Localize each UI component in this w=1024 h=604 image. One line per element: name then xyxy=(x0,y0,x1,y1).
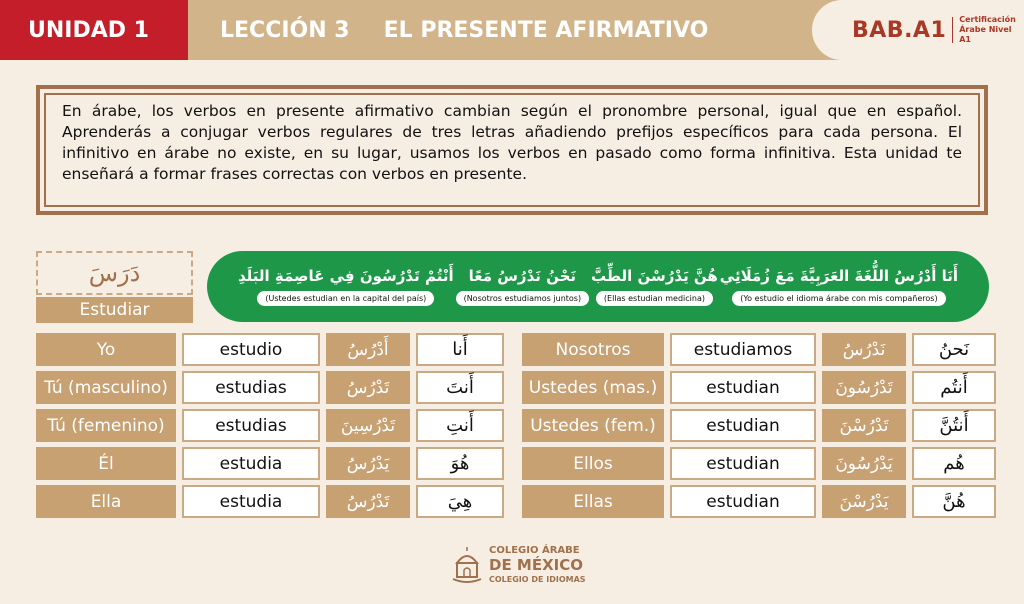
pronoun-arabic: هُم xyxy=(912,447,996,480)
pronoun-spanish: Tú (femenino) xyxy=(36,409,176,442)
pronoun-spanish: Ella xyxy=(36,485,176,518)
pronoun-spanish: Ellos xyxy=(522,447,664,480)
footer-logo xyxy=(451,543,591,587)
certification-text xyxy=(959,15,1024,45)
example-arabic: هُنَّ يَدْرُسْنَ الطِّبَّ xyxy=(591,267,718,285)
verb-spanish: estudio xyxy=(182,333,320,366)
footer-line-2: DE MÉXICO xyxy=(489,555,583,574)
verb-spanish: estudia xyxy=(182,485,320,518)
verb-arabic-conjugated: تَدْرُسِينَ xyxy=(326,409,410,442)
cert-line-1: Certificación xyxy=(959,15,1016,24)
lesson-label: LECCIÓN 3 xyxy=(220,17,350,43)
plural-conjugation-table xyxy=(522,333,996,518)
pronoun-arabic: هُوَ xyxy=(416,447,504,480)
pronoun-arabic: هُنَّ xyxy=(912,485,996,518)
verb-spanish: estudian xyxy=(670,409,816,442)
pronoun-arabic: أَنتِ xyxy=(416,409,504,442)
page-title: EL PRESENTE AFIRMATIVO xyxy=(383,17,709,43)
cert-line-2: Árabe Nivel A1 xyxy=(959,25,1012,44)
example-arabic: نَحْنُ نَدْرُسُ مَعًا xyxy=(468,267,577,285)
example-sentence xyxy=(720,267,958,306)
pronoun-spanish: Ustedes (fem.) xyxy=(522,409,664,442)
verb-arabic-conjugated: يَدْرُسُونَ xyxy=(822,447,906,480)
pronoun-spanish: Nosotros xyxy=(522,333,664,366)
unit-label: UNIDAD 1 xyxy=(0,0,188,60)
example-translation: (Yo estudio el idioma árabe con mis compañeros) xyxy=(732,291,945,306)
brand-name: BAB.A1 xyxy=(852,17,947,43)
singular-conjugation-table xyxy=(36,333,504,518)
pronoun-spanish: Ustedes (mas.) xyxy=(522,371,664,404)
example-translation: (Ustedes estudian en la capital del país) xyxy=(257,291,434,306)
example-arabic: أَنْتُمْ تَدْرُسُونَ فِي عَاصِمَةِ البَلَدِ xyxy=(237,267,454,285)
verb-spanish: estudias xyxy=(182,371,320,404)
verb-arabic: دَرَسَ xyxy=(36,251,193,295)
intro-text: En árabe, los verbos en presente afirmativo cambian según el pronombre personal, igual que en español. Aprenderás a conjugar verbos regulares de tres letras añadiendo prefijos específicos para cada persona. El infinitivo en árabe no existe, en su lugar, usamos los verbos en pasado como forma infinitiva. Esta unidad te enseñará a formar frases correctas con verbos en presente. xyxy=(62,102,962,183)
verb-spanish: estudias xyxy=(182,409,320,442)
pronoun-arabic: نَحنُ xyxy=(912,333,996,366)
verb-arabic-conjugated: أَدْرُسُ xyxy=(326,333,410,366)
example-sentence xyxy=(238,267,454,306)
example-translation: (Ellas estudian medicina) xyxy=(596,291,713,306)
verb-arabic-conjugated: يَدْرُسْنَ xyxy=(822,485,906,518)
verb-meaning: Estudiar xyxy=(36,297,193,323)
intro-inner-frame xyxy=(44,93,980,207)
verb-arabic-conjugated: تَدْرُسُ xyxy=(326,485,410,518)
verb-arabic-conjugated: نَدْرُسُ xyxy=(822,333,906,366)
verb-spanish: estudian xyxy=(670,485,816,518)
pronoun-arabic: هِيَ xyxy=(416,485,504,518)
example-translation: (Nosotros estudiamos juntos) xyxy=(456,291,590,306)
examples-banner xyxy=(207,251,989,322)
pronoun-spanish: Él xyxy=(36,447,176,480)
intro-box xyxy=(36,85,988,215)
pronoun-arabic: أَنتُنَّ xyxy=(912,409,996,442)
example-sentence xyxy=(591,267,718,306)
verb-spanish: estudian xyxy=(670,371,816,404)
pronoun-spanish: Tú (masculino) xyxy=(36,371,176,404)
verb-spanish: estudia xyxy=(182,447,320,480)
pronoun-spanish: Ellas xyxy=(522,485,664,518)
verb-spanish: estudiamos xyxy=(670,333,816,366)
brand-divider xyxy=(952,17,953,43)
pronoun-arabic: أَنتَ xyxy=(416,371,504,404)
brand-logo xyxy=(812,0,1024,60)
verb-arabic-conjugated: تَدْرُسُونَ xyxy=(822,371,906,404)
footer-line-1: COLEGIO ÁRABE xyxy=(489,544,580,556)
footer-text xyxy=(489,545,586,586)
verb-arabic-conjugated: يَدْرُسُ xyxy=(326,447,410,480)
pronoun-spanish: Yo xyxy=(36,333,176,366)
verb-arabic-conjugated: تَدْرُسُ xyxy=(326,371,410,404)
verb-spanish: estudian xyxy=(670,447,816,480)
footer-line-3: COLEGIO DE IDIOMAS xyxy=(489,574,586,584)
pronoun-arabic: أَنتُم xyxy=(912,371,996,404)
mosque-logo-icon xyxy=(451,545,483,585)
header-bar xyxy=(0,0,1024,60)
example-arabic: أَنَا أَدْرُسُ اللُّغَةَ العَرَبِيَّةَ مَعَ زُمَلَائِي xyxy=(719,267,959,285)
pronoun-arabic: أَنا xyxy=(416,333,504,366)
example-sentence xyxy=(456,267,590,306)
verb-arabic-conjugated: تَدْرُسْنَ xyxy=(822,409,906,442)
